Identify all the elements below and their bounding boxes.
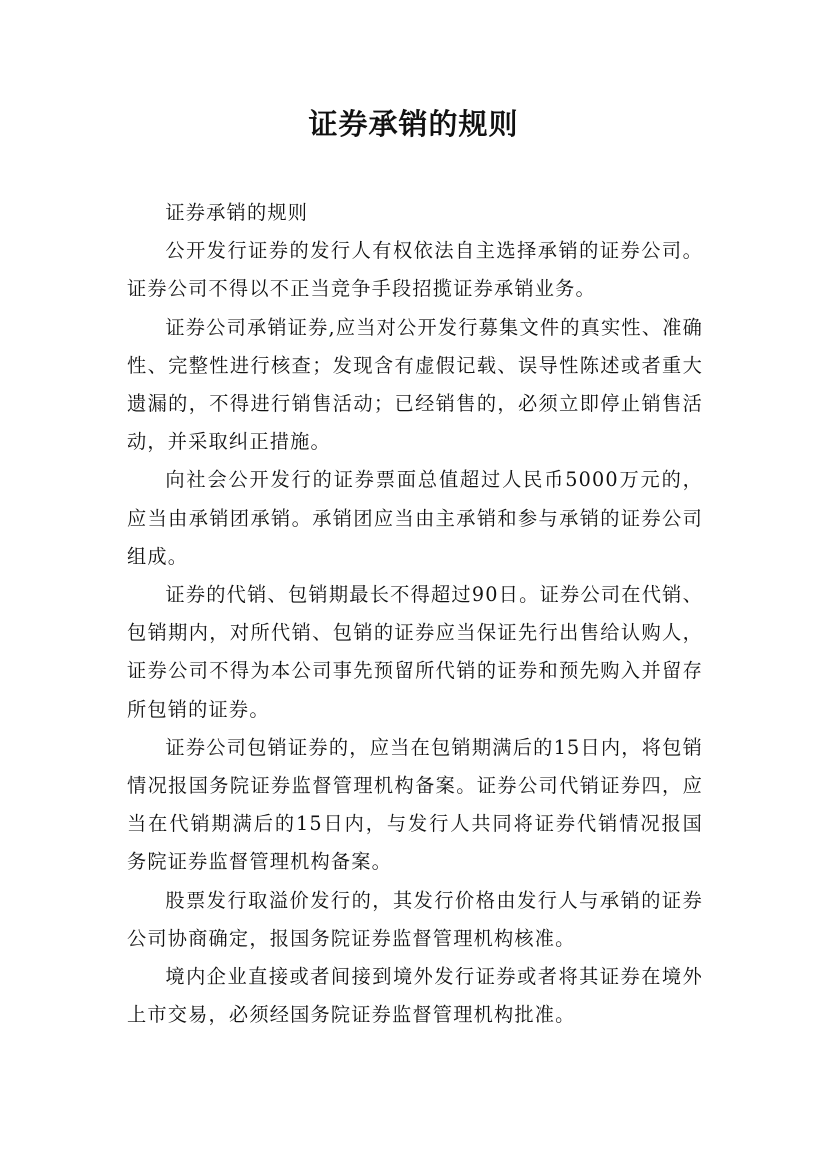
paragraph-2: 证券公司承销证券,应当对公开发行募集文件的真实性、准确性、完整性进行核查；发现含有虚假记载、误导性陈述或者重大遗漏的，不得进行销售活动；已经销售的，必须立即停止销售活动，并采取纠正措施。 <box>127 315 703 454</box>
paragraph-subtitle: 证券承销的规则 <box>165 201 309 224</box>
document-body <box>127 194 703 1034</box>
document-title: 证券承销的规则 <box>308 107 519 141</box>
paragraph-3: 向社会公开发行的证券票面总值超过人民币5000万元的，应当由承销团承销。承销团应当由主承销和参与承销的证券公司组成。 <box>127 468 703 568</box>
paragraph-4: 证券的代销、包销期最长不得超过90日。证券公司在代销、包销期内，对所代销、包销的证券应当保证先行出售给认购人，证券公司不得为本公司事先预留所代销的证券和预先购入并留存所包销的证券。 <box>127 583 703 721</box>
paragraph-5: 证券公司包销证券的，应当在包销期满后的15日内，将包销情况报国务院证券监督管理机构备案。证券公司代销证券四，应当在代销期满后的15日内，与发行人共同将证券代销情况报国务院证券监督管理机构备案。 <box>127 735 703 874</box>
paragraph-1: 公开发行证券的发行人有权依法自主选择承销的证券公司。证券公司不得以不正当竞争手段招揽证券承销业务。 <box>127 239 703 301</box>
paragraph-7: 境内企业直接或者间接到境外发行证券或者将其证券在境外上市交易，必须经国务院证券监督管理机构批准。 <box>127 965 703 1027</box>
paragraph-6: 股票发行取溢价发行的，其发行价格由发行人与承销的证券公司协商确定，报国务院证券监督管理机构核准。 <box>127 888 703 950</box>
